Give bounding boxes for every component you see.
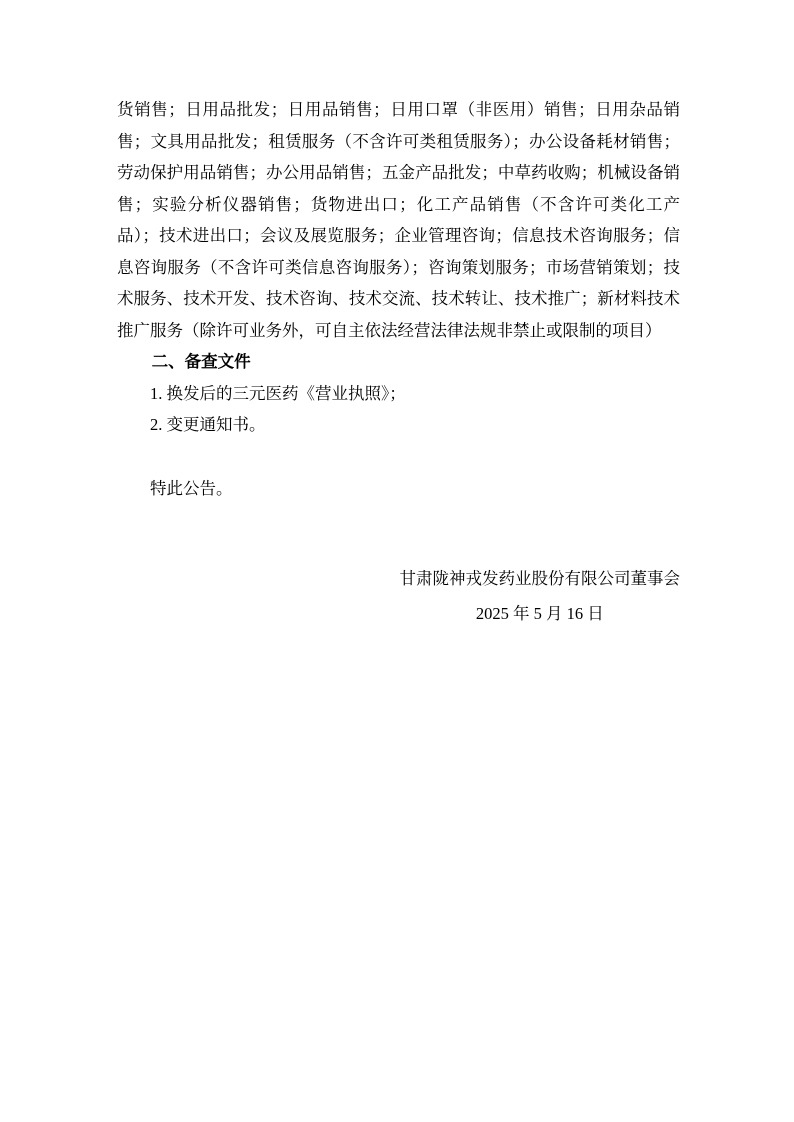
list-item: 1. 换发后的三元医药《营业执照》；	[150, 383, 406, 403]
section-heading: 二、备查文件	[151, 352, 251, 371]
closing-line: 特此公告。	[150, 478, 233, 498]
date-line: 2025 年 5 月 16 日	[475, 604, 604, 623]
signature-block	[400, 561, 681, 631]
list-item: 2. 变更通知书。	[150, 415, 266, 434]
business-scope-paragraph: 货销售；日用品批发；日用品销售；日用口罩（非医用）销售；日用杂品销售；文具用品批发；租赁服务（不含许可类租赁服务）；办公设备耗材销售；劳动保护用品销售；办公用品销售；五金产品批发；中草药收购；机械设备销售；实验分析仪器销售；货物进出口；化工产品销售（不含许可类化工产品）；技术进出口；会议及展览服务；企业管理咨询；信息技术咨询服务；信息咨询服务（不含许可类信息咨询服务）；咨询策划服务；市场营销策划；技术服务、技术开发、技术咨询、技术交流、技术转让、技术推广；新材料技术推广服务（除许可业务外，可自主依法经营法律法规非禁止或限制的项目）	[117, 100, 680, 340]
document-content	[117, 94, 680, 631]
signature-line: 甘肃陇神戎发药业股份有限公司董事会	[399, 569, 680, 588]
